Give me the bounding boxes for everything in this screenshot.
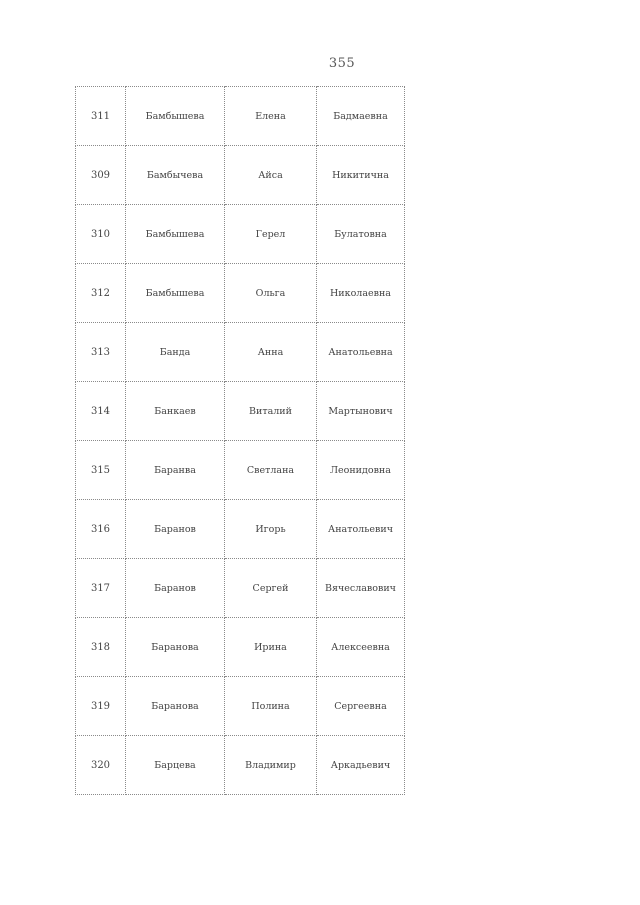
table-row — [76, 500, 405, 559]
patronymic: Никитична — [317, 146, 405, 205]
patronymic: Вячеславович — [317, 559, 405, 618]
first-name: Айса — [225, 146, 317, 205]
table-row — [76, 382, 405, 441]
last-name: Баранов — [126, 500, 225, 559]
table-row — [76, 677, 405, 736]
last-name: Баранов — [126, 559, 225, 618]
patronymic: Аркадьевич — [317, 736, 405, 795]
row-number: 320 — [76, 736, 126, 795]
last-name: Баранва — [126, 441, 225, 500]
table-row — [76, 559, 405, 618]
row-number: 311 — [76, 87, 126, 146]
row-number: 312 — [76, 264, 126, 323]
row-number: 318 — [76, 618, 126, 677]
patronymic: Анатольевич — [317, 500, 405, 559]
row-number: 319 — [76, 677, 126, 736]
table-row — [76, 146, 405, 205]
table-row — [76, 205, 405, 264]
row-number: 314 — [76, 382, 126, 441]
first-name: Сергей — [225, 559, 317, 618]
first-name: Игорь — [225, 500, 317, 559]
patronymic: Алексеевна — [317, 618, 405, 677]
row-number: 315 — [76, 441, 126, 500]
patronymic: Булатовна — [317, 205, 405, 264]
row-number: 310 — [76, 205, 126, 264]
last-name: Бамбышева — [126, 205, 225, 264]
patronymic: Мартынович — [317, 382, 405, 441]
first-name: Светлана — [225, 441, 317, 500]
table-row — [76, 264, 405, 323]
first-name: Ирина — [225, 618, 317, 677]
row-number: 309 — [76, 146, 126, 205]
patronymic: Анатольевна — [317, 323, 405, 382]
patronymic: Бадмаевна — [317, 87, 405, 146]
patronymic: Николаевна — [317, 264, 405, 323]
table-row — [76, 618, 405, 677]
row-number: 316 — [76, 500, 126, 559]
first-name: Владимир — [225, 736, 317, 795]
first-name: Ольга — [225, 264, 317, 323]
last-name: Бамбышева — [126, 87, 225, 146]
last-name: Баранова — [126, 618, 225, 677]
row-number: 317 — [76, 559, 126, 618]
first-name: Виталий — [225, 382, 317, 441]
table-row — [76, 323, 405, 382]
first-name: Герел — [225, 205, 317, 264]
first-name: Елена — [225, 87, 317, 146]
first-name: Полина — [225, 677, 317, 736]
patronymic: Сергеевна — [317, 677, 405, 736]
first-name: Анна — [225, 323, 317, 382]
last-name: Банкаев — [126, 382, 225, 441]
last-name: Барцева — [126, 736, 225, 795]
last-name: Банда — [126, 323, 225, 382]
last-name: Бамбышева — [126, 264, 225, 323]
roster-table — [75, 86, 405, 795]
row-number: 313 — [76, 323, 126, 382]
page-number: 355 — [328, 56, 356, 71]
last-name: Бамбычева — [126, 146, 225, 205]
patronymic: Леонидовна — [317, 441, 405, 500]
table-row — [76, 87, 405, 146]
table-row — [76, 736, 405, 795]
last-name: Баранова — [126, 677, 225, 736]
table-row — [76, 441, 405, 500]
